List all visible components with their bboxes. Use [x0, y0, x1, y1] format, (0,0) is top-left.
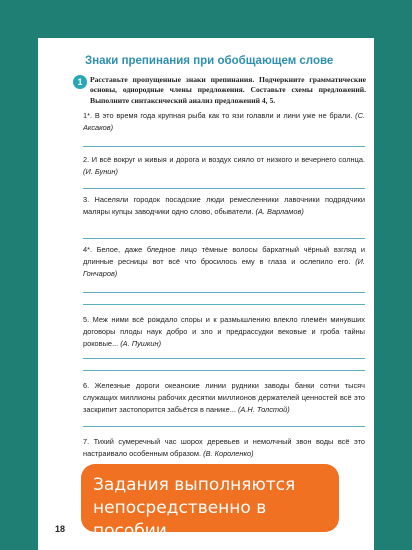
answer-line — [83, 358, 365, 359]
exercise-source: (А. Пушкин) — [120, 338, 162, 348]
exercise-5 — [83, 314, 365, 349]
exercise-2 — [83, 154, 365, 178]
exercise-text: 1*. В это время года крупная рыба как то язи голавли и лини уже не брали. — [83, 111, 353, 120]
exercise-4 — [83, 244, 365, 279]
exercise-text: 4*. Белое, даже бледное лицо тёмные волосы бархатный чёрный взгляд и длинные ресницы вот всё что бросилось ему в глаза и ослепило его. — [83, 245, 365, 266]
answer-line — [83, 426, 365, 427]
exercise-7 — [83, 436, 365, 460]
exercise-text: 2. И всё вокруг и живыя и дорога и воздух сияло от низкого и вечернего солнца. — [83, 155, 365, 164]
task-instructions: Расставьте пропущенные знаки препинания. Подчеркните грамматические основы, однородные члены предложения. Составьте схемы предложений. Выполните синтаксический анализ предложений 4, 5. — [90, 75, 366, 105]
info-banner — [81, 464, 339, 541]
exercise-source: (И. Бунин) — [83, 166, 118, 176]
banner-text: Задания выполняются непосредственно в пособии — [93, 475, 296, 541]
task-number-badge: 1 — [73, 75, 87, 89]
answer-line — [83, 188, 365, 189]
exercise-source: (В. Короленко) — [203, 448, 254, 458]
answer-line — [83, 292, 365, 293]
answer-line — [83, 370, 365, 371]
exercise-3 — [83, 194, 365, 218]
exercise-source: (С. Аксаков) — [83, 111, 365, 132]
answer-line — [83, 146, 365, 147]
exercise-text: 7. Тихий сумеречный час шорох деревьев и немолчный звон воды всё это настраивало особенным образом. — [83, 437, 365, 458]
exercise-source: (И. Гончаров) — [83, 256, 365, 278]
section-title: Знаки препинания при обобщающем слове — [85, 55, 334, 67]
answer-line — [83, 304, 365, 305]
exercise-text: 5. Меж ними всё рождало споры и к размышлению влекло племён минувших договоры плоды наук добро и зло и предрассудки вековые и гроба тайны роковые... — [83, 315, 365, 348]
page-number: 18 — [55, 524, 66, 534]
exercise-text: 6. Железные дороги океанские линии рудники заводы банки сотни тысяч служащих миллионы рабочих десятки миллионов держателей ценностей всё это заскрипит застопорится забьётся в панике... — [83, 381, 365, 414]
answer-line — [83, 238, 365, 239]
exercise-source: (А.Н. Толстой) — [237, 404, 290, 414]
exercise-6 — [83, 380, 365, 415]
exercise-text: 3. Населяли городок посадские люди ремесленники лавочники подрядчики маляры купцы заводчики одно слово, обыватели. — [83, 195, 365, 216]
exercise-source: (А. Варламов) — [255, 206, 304, 216]
exercise-1 — [83, 110, 365, 134]
